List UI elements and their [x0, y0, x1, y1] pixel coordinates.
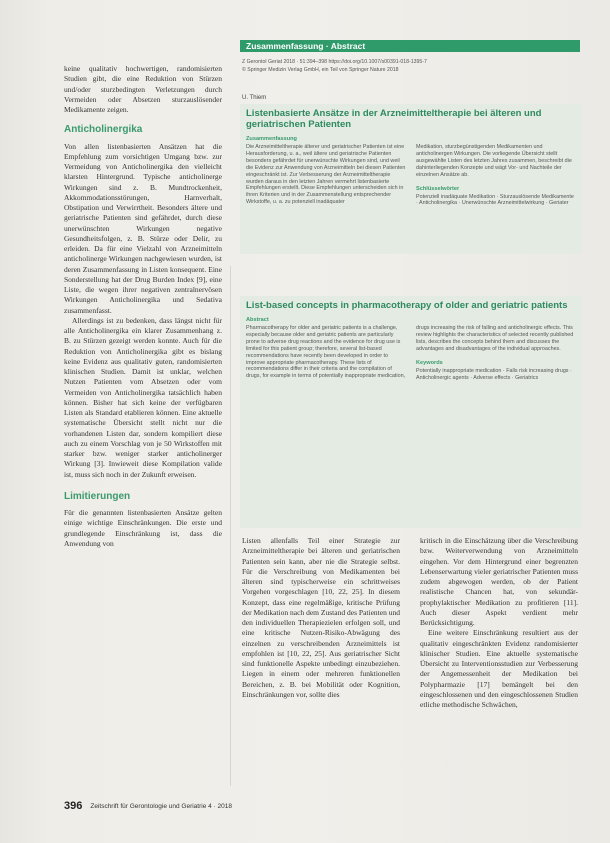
- english-title: List-based concepts in pharmacotherapy of older and geriatric patients: [246, 300, 568, 311]
- section-bar: Zusammenfassung · Abstract: [240, 40, 580, 52]
- left-paragraph-3: Für die genannten listenbasierten Ansätze gelten einige wichtige Einschränkungen. Die erste und grundlegende Einschränkung ist, dass die Anwendung von: [64, 508, 222, 548]
- english-abstract-left: Pharmacotherapy for older and geriatric patients is a challenge, especially because older and geriatric patients are particularly prone to adverse drug reactions and the evidence for drug use is limited for this patient group; therefore, several list-based recommendations have recently been developed in order to improve appropriate pharmacotherapy. These lists of recommendations differ in their criteria and the compilation of drugs, for example in terms of potentially inappropriate medication,: [246, 325, 406, 380]
- column-divider: [230, 266, 231, 786]
- right-paragraph-1: kritisch in die Einschätzung über die Verschreibung bzw. Weiterverwendung von Arzneimitteln eingehen. Vor dem Hintergrund einer begrenzten Lebenserwartung vieler geriatrischer Patienten muss zudem abgewogen werden, ob der Patient realistische Chancen hat, von sekundär-prophylaktischer Medikation zu profitieren [11]. Auch dieser Aspekt verdient mehr Berücksichtigung.: [420, 536, 578, 627]
- copyright-line: © Springer Medizin Verlag GmbH, ein Teil von Springer Nature 2018: [242, 66, 399, 73]
- left-paragraph-2: Allerdings ist zu bedenken, dass längst nicht für alle Anticholinergika ein klarer Zusammenhang z. B. zu Stürzen gezeigt werden konnte. Auch für die Reduktion von Anticholinergika gibt es bislang keine Evidenz aus qualitativ guten, randomisierten klinischen Studien. Damit ist unklar, welchen Nutzen Patienten vom Absetzen oder vom Vermeiden von Anticholinergika tatsächlich haben können. Bisher hat sich keine der verfügbaren Listen als Standard etablieren können. Eine aktuelle systematische Übersicht stellt nicht nur die vorhandenen Listen dar, sondern kompiliert diese auch zu einem Vorschlag von je 50 Wirkstoffen mit starker bzw. weniger starker anticholinerger Wirkung [3]. Inwieweit diese Kompilation valide ist, muss sich noch in der Zukunft erweisen.: [64, 315, 222, 479]
- left-intro-paragraph: keine qualitativ hochwertigen, randomisierten Studien gibt, die eine Reduktion von Stürzen und/oder sturzbedingten Verletzungen durch Vermeiden oder Absetzen sturzauslösender Medikamente zeigen.: [64, 64, 222, 114]
- german-abstract-box: [240, 104, 582, 254]
- german-abstract-heading: Zusammenfassung: [246, 136, 297, 142]
- heading-limitierungen: Limitierungen: [64, 490, 131, 502]
- english-abstract-heading: Abstract: [246, 317, 269, 323]
- english-keywords: Potentially inappropriate medication · Falls risk increasing drugs · Anticholinergic agents · Adverse effects · Geriatrics: [416, 367, 572, 381]
- left-column: [64, 64, 222, 549]
- heading-anticholinergika: Anticholinergika: [64, 124, 143, 136]
- left-paragraph-1: Von allen listenbasierten Ansätzen hat die Empfehlung zum vorsichtigen Umgang bzw. zur Vermeidung von Anticholinergika den vielleicht klarsten Hintergrund. Typische anticholinerge Wirkungen sind z. B. Mundtrockenheit, Akkommodationsstörungen, Harnverhalt, Obstipation und Verwirrtheit. Besonders ältere und geriatrische Patienten sind gefährdet, durch diese unerwünschten Wirkungen negative Gesundheitsfolgen, z. B. Stürze oder Delir, zu erleiden. Da für eine Vielzahl von Arzneimitteln anticholinerge Wirkungen nachgewiesen wurden, ist deren Zusammenfassung in Listen konsequent. Eine Sonderstellung hat der Drug Burden Index [9], eine Liste, die wegen ihrer negativen zentralnervösen Wirkungen Anticholinergika und Sedativa zusammenfasst.: [64, 141, 222, 315]
- german-keywords-heading: Schlüsselwörter: [416, 185, 460, 192]
- german-abstract-right-col: [416, 144, 576, 207]
- english-abstract-right-col: [416, 325, 576, 381]
- article-meta: [242, 59, 582, 74]
- english-abstract-box: [240, 296, 582, 528]
- german-keywords: Potenziell inadäquate Medikation · Sturzauslösende Medikamente · Anticholinergika · Unerwünschte Arzneimittelwirkung · Geriater: [416, 193, 574, 207]
- page-footer: [64, 800, 232, 812]
- english-keywords-heading: Keywords: [416, 359, 443, 366]
- right-paragraph-2: Eine weitere Einschränkung resultiert aus der qualitativ eingeschränkten Evidenz randomisierter klinischer Studien. Eine aktuelle systematische Übersicht zu Interventionsstudien zur Verbesserung der Angemessenheit der Medikation bei Polypharmazie [17] bemängelt bei den eingeschlossenen und den eingeschlossenen Studien etliche methodische Schwächen,: [420, 628, 578, 709]
- citation-line: Z Gerontol Geriat 2018 · 51:394–398 https://doi.org/10.1007/s00391-018-1395-7: [242, 59, 427, 65]
- middle-paragraph-1: Listen allenfalls Teil einer Strategie zur Arzneimitteltherapie bei älteren und geriatrischen Patienten sein kann, aber nie die Strategie selbst. Für die Verschreibung von Medikamenten bei älteren sind typischerweise ein schrittweises Vorgehen vorgeschlagen [10, 22, 25]. In diesem Konzept, dass eine regelmäßige, kritische Prüfung der Medikation nach dem Zustand des Patienten und den individuellen Therapiezielen erfolgen soll, und eine kritische Nutzen-Risiko-Abwägung des einzelnen zu verschreibenden Arzneimittels ist empfohlen ist [10, 22, 25]. Aus geriatrischer Sicht sind funktionelle Aspekte unbedingt einzubeziehen. Liegen in einem oder mehreren funktionellen Bereichen, z. B. bei Mobilität oder Kognition, Einschränkungen vor, sollte dies: [242, 536, 400, 699]
- english-abstract-right: drugs increasing the risk of falling and anticholinergic effects. This review highlights the characteristics of selected recently published lists, describes the concepts behind them and discusses the advantages and disadvantages of the individual approaches.: [416, 325, 574, 352]
- german-title: Listenbasierte Ansätze in der Arzneimitteltherapie bei älteren und geriatrischen Patienten: [246, 108, 542, 130]
- author-name: U. Thiem: [242, 95, 267, 101]
- german-abstract-right: Medikation, sturzbegünstigenden Medikamenten und anticholinergen Wirkungen. Die vorliegende Übersicht stellt ausgewählte Listen des letzten Jahres zusammen, beschreibt die dahinterliegenden Konzepte und wägt Vor- und Nachteile der einzelnen Ansätze ab.: [416, 144, 572, 178]
- english-abstract-columns: [246, 325, 576, 381]
- journal-name: Zeitschrift für Gerontologie und Geriatrie 4 · 2018: [90, 802, 232, 810]
- right-body-column: [420, 536, 578, 710]
- page-number: 396: [64, 800, 83, 812]
- german-abstract-columns: [246, 144, 576, 207]
- german-abstract-left: Die Arzneimitteltherapie älterer und geriatrischer Patienten ist eine Herausforderung, u. a., weil ältere und geriatrische Patienten besonders gefährdet für unerwünschte Wirkungen sind, und weil die Evidenz zur Anwendung von Arzneimitteln bei diesen Patienten eingeschränkt ist. Zur Verbesserung der Arzneimitteltherapie wurden daraus in den letzten Jahren vermehrt listenbasierte Empfehlungen erstellt. Diese Empfehlungen unterscheiden sich in ihren Kriterien und in der Zusammenstellung entsprechender Wirkstoffe, u. a. zu potenziell inadäquater: [246, 144, 406, 206]
- middle-body-column: [242, 536, 400, 700]
